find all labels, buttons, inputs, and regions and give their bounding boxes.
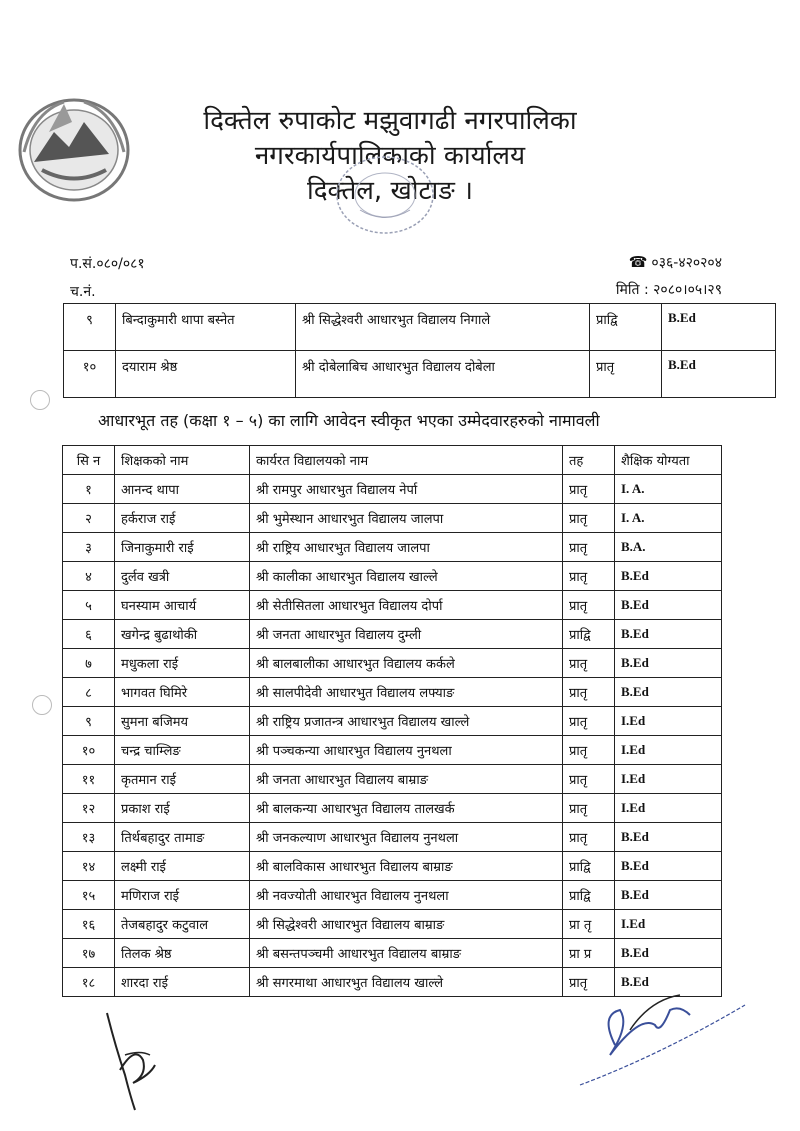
cell-serial: १७ [63, 939, 115, 968]
reference-number: प.सं.०८०/०८१ [70, 256, 145, 272]
phone-number: ०३६-४२०२०४ [651, 255, 722, 271]
cell-school-name: श्री सगरमाथा आधारभुत विद्यालय खाल्ले [250, 968, 563, 997]
cell-level: प्राद्वि [563, 881, 615, 910]
cell-qualification: I.Ed [615, 736, 722, 765]
table-row [63, 649, 722, 678]
cell-serial: ४ [63, 562, 115, 591]
office-address: दिक्तेल, खोटाङ । [307, 176, 473, 206]
cell-qualification: B.Ed [615, 591, 722, 620]
cell-teacher-name: घनस्याम आचार्य [115, 591, 250, 620]
cell-school-name: श्री सेतीसितला आधारभुत विद्यालय दोर्पा [250, 591, 563, 620]
cell-serial: १० [64, 351, 116, 398]
cell-school-name: श्री पञ्चकन्या आधारभुत विद्यालय नुनथला [250, 736, 563, 765]
cell-school-name: श्री सिद्धेश्वरी आधारभुत विद्यालय निगाले [296, 304, 590, 351]
cell-qualification: B.Ed [615, 881, 722, 910]
candidates-table [62, 445, 722, 997]
cell-qualification: B.Ed [615, 968, 722, 997]
table-row [63, 678, 722, 707]
cell-qualification: B.Ed [615, 823, 722, 852]
table-row [63, 475, 722, 504]
cell-teacher-name: आनन्द थापा [115, 475, 250, 504]
cell-serial: १२ [63, 794, 115, 823]
cell-level: प्रातृ [563, 678, 615, 707]
cell-level: प्रा प्र [563, 939, 615, 968]
table-row [63, 852, 722, 881]
cell-qualification: B.Ed [662, 351, 776, 398]
cell-teacher-name: भागवत घिमिरे [115, 678, 250, 707]
cell-serial: १ [63, 475, 115, 504]
cell-qualification: B.Ed [615, 620, 722, 649]
cell-school-name: श्री राष्ट्रिय प्रजातन्त्र आधारभुत विद्यालय खाल्ले [250, 707, 563, 736]
document-date: मिति : २०८०।०५।२९ [615, 282, 722, 298]
cell-school-name: श्री राष्ट्रिय आधारभुत विद्यालय जालपा [250, 533, 563, 562]
cell-qualification: I. A. [615, 504, 722, 533]
table-row [63, 562, 722, 591]
cell-school-name: श्री बालकन्या आधारभुत विद्यालय तालखर्क [250, 794, 563, 823]
cell-level: प्राद्वि [590, 304, 662, 351]
cell-school-name: श्री दोबेलाबिच आधारभुत विद्यालय दोबेला [296, 351, 590, 398]
table-row [64, 304, 776, 351]
cell-school-name: श्री जनकल्याण आधारभुत विद्यालय नुनथला [250, 823, 563, 852]
cell-level: प्रातृ [563, 765, 615, 794]
cell-teacher-name: कृतमान राई [115, 765, 250, 794]
cell-level: प्रातृ [563, 707, 615, 736]
table-row [63, 736, 722, 765]
cell-level: प्रातृ [563, 794, 615, 823]
cell-qualification: I.Ed [615, 910, 722, 939]
municipality-name: दिक्तेल रुपाकोट मझुवागढी नगरपालिका [203, 106, 577, 136]
cell-school-name: श्री बसन्तपञ्चमी आधारभुत विद्यालय बाम्राङ [250, 939, 563, 968]
cell-qualification: I. A. [615, 475, 722, 504]
table-row [63, 591, 722, 620]
cell-level: प्रा तृ [563, 910, 615, 939]
dispatch-number: च.नं. [70, 284, 96, 300]
cell-school-name: श्री भुमेस्थान आधारभुत विद्यालय जालपा [250, 504, 563, 533]
cell-school-name: श्री बालविकास आधारभुत विद्यालय बाम्राङ [250, 852, 563, 881]
cell-serial: ३ [63, 533, 115, 562]
contact-block [616, 252, 722, 308]
cell-serial: १६ [63, 910, 115, 939]
table-row [63, 620, 722, 649]
table-row [63, 707, 722, 736]
cell-serial: १८ [63, 968, 115, 997]
cell-serial: ९ [64, 304, 116, 351]
cell-teacher-name: दयाराम श्रेष्ठ [116, 351, 296, 398]
cell-teacher-name: तिर्थबहादुर तामाङ [115, 823, 250, 852]
cell-serial: ५ [63, 591, 115, 620]
officer-signature-stamp [570, 985, 750, 1105]
punch-hole [30, 390, 50, 410]
list-title: आधारभूत तह (कक्षा १ – ५) का लागि आवेदन स्वीकृत भएका उम्मेदवारहरुको नामावली [98, 411, 600, 430]
cell-school-name: श्री जनता आधारभुत विद्यालय बाम्राङ [250, 765, 563, 794]
cell-qualification: B.Ed [615, 678, 722, 707]
continuation-table [63, 303, 776, 398]
table-row [63, 533, 722, 562]
cell-teacher-name: तिलक श्रेष्ठ [115, 939, 250, 968]
cell-school-name: श्री सिद्धेश्वरी आधारभुत विद्यालय बाम्राङ [250, 910, 563, 939]
cell-teacher-name: सुमना बजिमय [115, 707, 250, 736]
cell-serial: ६ [63, 620, 115, 649]
cell-serial: १४ [63, 852, 115, 881]
cell-level: प्रातृ [563, 968, 615, 997]
table-row [63, 939, 722, 968]
table-row [63, 881, 722, 910]
cell-school-name: श्री सालपीदेवी आधारभुत विद्यालय लफ्याङ [250, 678, 563, 707]
cell-qualification: B.Ed [615, 939, 722, 968]
reference-block [70, 254, 145, 310]
cell-teacher-name: प्रकाश राई [115, 794, 250, 823]
table-row [64, 351, 776, 398]
cell-teacher-name: बिन्दाकुमारी थापा बस्नेत [116, 304, 296, 351]
cell-serial: १५ [63, 881, 115, 910]
cell-level: प्रातृ [563, 504, 615, 533]
cell-teacher-name: मधुकला राई [115, 649, 250, 678]
nepal-emblem-logo [14, 92, 134, 204]
table-row [63, 765, 722, 794]
table-row [63, 910, 722, 939]
handwritten-signature-left [95, 1005, 165, 1115]
cell-teacher-name: शारदा राई [115, 968, 250, 997]
cell-teacher-name: चन्द्र चाम्लिङ [115, 736, 250, 765]
cell-teacher-name: जिनाकुमारी राई [115, 533, 250, 562]
cell-level: प्राद्वि [563, 620, 615, 649]
punch-hole [32, 695, 52, 715]
cell-serial: ११ [63, 765, 115, 794]
cell-level: प्रातृ [563, 562, 615, 591]
cell-qualification: B.Ed [615, 649, 722, 678]
cell-school-name: श्री कालीका आधारभुत विद्यालय खाल्ले [250, 562, 563, 591]
header-level: तह [563, 446, 615, 475]
cell-school-name: श्री रामपुर आधारभुत विद्यालय नेर्पा [250, 475, 563, 504]
cell-qualification: B.Ed [615, 562, 722, 591]
table-row [63, 794, 722, 823]
cell-serial: ९ [63, 707, 115, 736]
office-seal-stamp [330, 150, 440, 240]
cell-qualification: I.Ed [615, 707, 722, 736]
cell-teacher-name: खगेन्द्र बुढाथोकी [115, 620, 250, 649]
cell-teacher-name: तेजबहादुर कटुवाल [115, 910, 250, 939]
table-header-row [63, 446, 722, 475]
cell-teacher-name: हर्कराज राई [115, 504, 250, 533]
cell-school-name: श्री बालबालीका आधारभुत विद्यालय कर्कले [250, 649, 563, 678]
cell-serial: १३ [63, 823, 115, 852]
cell-level: प्रातृ [563, 736, 615, 765]
cell-teacher-name: लक्ष्मी राई [115, 852, 250, 881]
cell-level: प्रातृ [563, 533, 615, 562]
cell-school-name: श्री जनता आधारभुत विद्यालय दुम्ली [250, 620, 563, 649]
table-row [63, 504, 722, 533]
cell-level: प्रातृ [563, 591, 615, 620]
cell-qualification: B.A. [615, 533, 722, 562]
cell-qualification: I.Ed [615, 794, 722, 823]
cell-teacher-name: दुर्लव खत्री [115, 562, 250, 591]
cell-teacher-name: मणिराज राई [115, 881, 250, 910]
cell-level: प्राद्वि [563, 852, 615, 881]
telephone-icon: ☎ [628, 253, 648, 271]
cell-qualification: B.Ed [662, 304, 776, 351]
cell-level: प्रातृ [563, 475, 615, 504]
header-qualification: शैक्षिक योग्यता [615, 446, 722, 475]
cell-level: प्रातृ [590, 351, 662, 398]
header-teacher-name: शिक्षकको नाम [115, 446, 250, 475]
cell-serial: २ [63, 504, 115, 533]
header-serial: सि न [63, 446, 115, 475]
cell-qualification: I.Ed [615, 765, 722, 794]
table-row [63, 823, 722, 852]
cell-serial: ८ [63, 678, 115, 707]
cell-school-name: श्री नवज्योती आधारभुत विद्यालय नुनथला [250, 881, 563, 910]
cell-qualification: B.Ed [615, 852, 722, 881]
cell-serial: १० [63, 736, 115, 765]
cell-serial: ७ [63, 649, 115, 678]
office-name: नगरकार्यपालिकाको कार्यालय [254, 141, 526, 171]
cell-level: प्रातृ [563, 823, 615, 852]
cell-level: प्रातृ [563, 649, 615, 678]
header-school-name: कार्यरत विद्यालयको नाम [250, 446, 563, 475]
